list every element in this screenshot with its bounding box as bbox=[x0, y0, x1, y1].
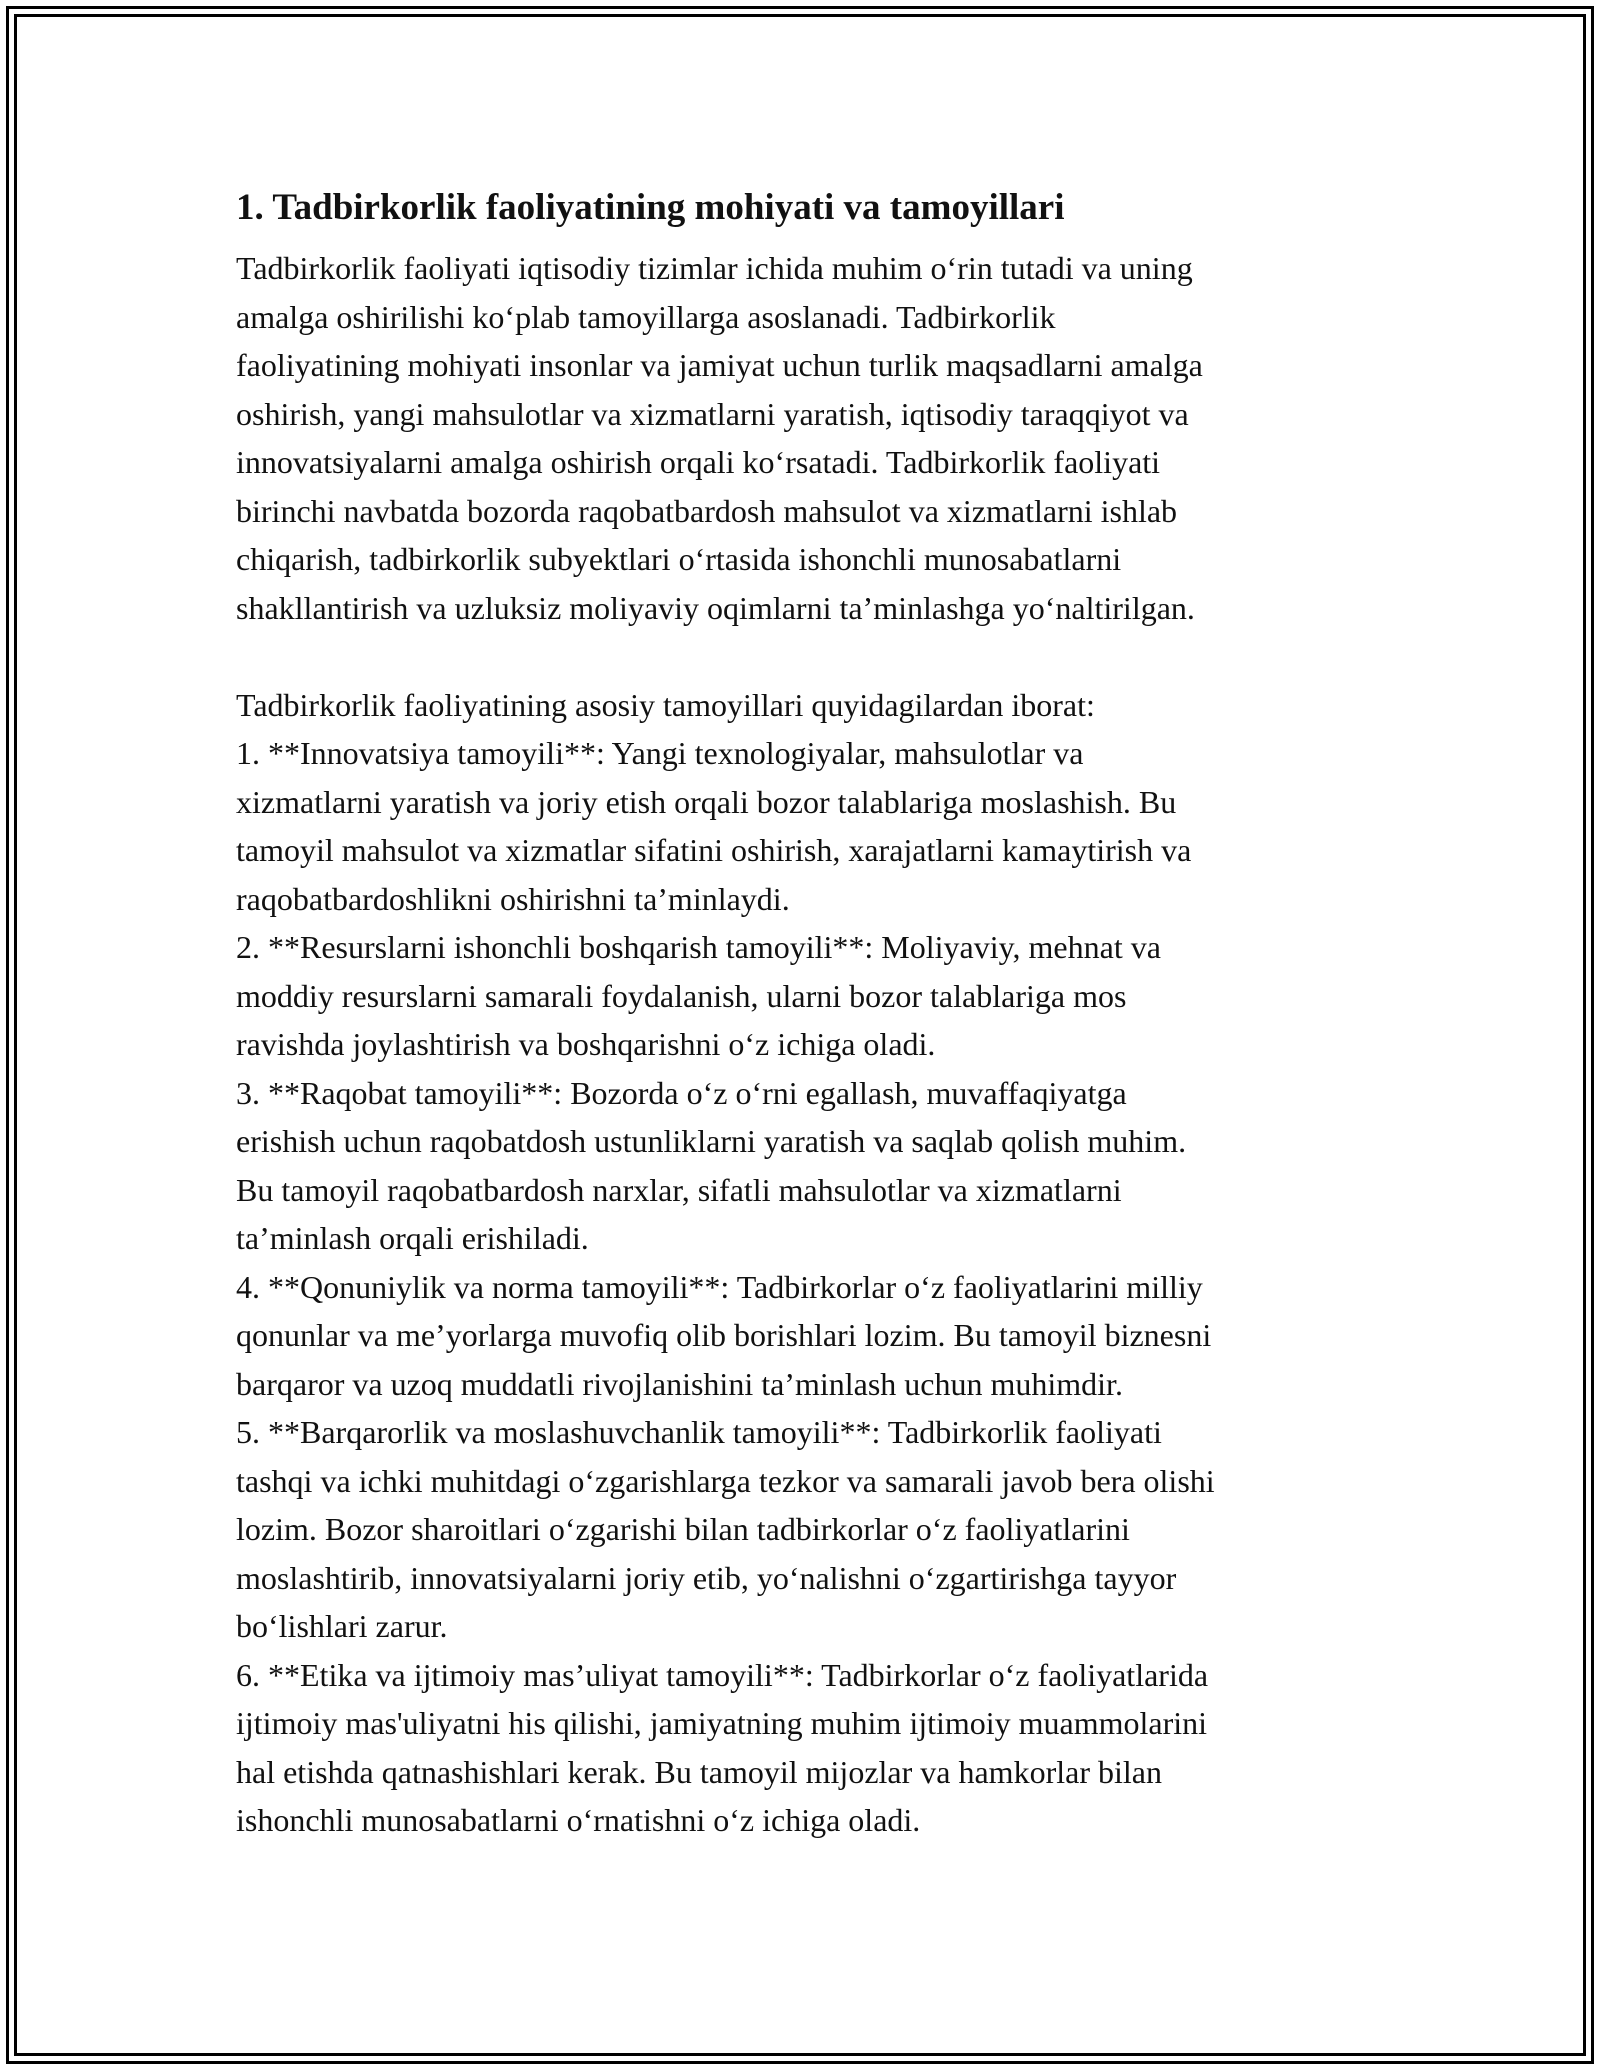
principles-paragraph bbox=[236, 681, 1366, 1845]
principles-line: boʻlishlari zarur. bbox=[236, 1608, 448, 1644]
principles-line: qonunlar va meʼyorlarga muvofiq olib borishlari lozim. Bu tamoyil biznesni bbox=[236, 1317, 1212, 1353]
principles-line: 2. **Resurslarni ishonchli boshqarish tamoyili**: Moliyaviy, mehnat va bbox=[236, 929, 1161, 965]
principles-line: 6. **Etika va ijtimoiy masʼuliyat tamoyili**: Tadbirkorlar oʻz faoliyatlarida bbox=[236, 1656, 1209, 1693]
principles-line: tamoyil mahsulot va xizmatlar sifatini oshirish, xarajatlarni kamaytirish va bbox=[236, 832, 1192, 868]
intro-line: amalga oshirilishi koʻplab tamoyillarga asoslanadi. Tadbirkorlik bbox=[236, 298, 1056, 335]
intro-line: innovatsiyalarni amalga oshirish orqali koʻrsatadi. Tadbirkorlik faoliyati bbox=[236, 444, 1161, 480]
principles-line: moslashtirib, innovatsiyalarni joriy etib, yoʻnalishni oʻzgartirishga tayyor bbox=[236, 1559, 1177, 1596]
principles-line: moddiy resurslarni samarali foydalanish, ularni bozor talablariga mos bbox=[236, 977, 1127, 1014]
intro-line: faoliyatining mohiyati insonlar va jamiyat uchun turlik maqsadlarni amalga bbox=[236, 347, 1203, 383]
intro-line: birinchi navbatda bozorda raqobatbardosh mahsulot va xizmatlarni ishlab bbox=[236, 492, 1178, 529]
principles-line: ijtimoiy mas'uliyatni his qilishi, jamiyatning muhim ijtimoiy muammolarini bbox=[236, 1705, 1208, 1741]
document-body bbox=[236, 186, 1366, 1845]
principles-line: xizmatlarni yaratish va joriy etish orqali bozor talablariga moslashish. Bu bbox=[236, 783, 1177, 820]
intro-line: Tadbirkorlik faoliyati iqtisodiy tizimlar ichida muhim oʻrin tutadi va uning bbox=[236, 250, 1193, 286]
principles-line: Tadbirkorlik faoliyatining asosiy tamoyillari quyidagilardan iborat: bbox=[236, 686, 1095, 723]
principles-line: barqaror va uzoq muddatli rivojlanishini taʼminlash uchun muhimdir. bbox=[236, 1365, 1123, 1402]
principles-line: taʼminlash orqali erishiladi. bbox=[236, 1220, 589, 1256]
principles-line: erishish uchun raqobatdosh ustunliklarni yaratish va saqlab qolish muhim. bbox=[236, 1123, 1187, 1159]
principles-line: tashqi va ichki muhitdagi oʻzgarishlarga tezkor va samarali javob bera olishi bbox=[236, 1462, 1215, 1499]
section-title: 1. Tadbirkorlik faoliyatining mohiyati va tamoyillari bbox=[236, 187, 1065, 228]
principles-line: 1. **Innovatsiya tamoyili**: Yangi texnologiyalar, mahsulotlar va bbox=[236, 735, 1084, 771]
principles-line: raqobatbardoshlikni oshirishni taʼminlaydi. bbox=[236, 880, 790, 917]
principles-line: ravishda joylashtirish va boshqarishni oʻz ichiga oladi. bbox=[236, 1026, 936, 1062]
principles-line: 5. **Barqarorlik va moslashuvchanlik tamoyili**: Tadbirkorlik faoliyati bbox=[236, 1414, 1162, 1450]
principles-line: hal etishda qatnashishlari kerak. Bu tamoyil mijozlar va hamkorlar bilan bbox=[236, 1753, 1162, 1790]
paragraph-spacer bbox=[236, 632, 1366, 681]
principles-line: 3. **Raqobat tamoyili**: Bozorda oʻz oʻrni egallash, muvaffaqiyatga bbox=[236, 1074, 1127, 1111]
intro-line: shakllantirish va uzluksiz moliyaviy oqimlarni taʼminlashga yoʻnaltirilgan. bbox=[236, 589, 1195, 626]
principles-line: lozim. Bozor sharoitlari oʻzgarishi bilan tadbirkorlar oʻz faoliyatlarini bbox=[236, 1511, 1130, 1547]
principles-line: Bu tamoyil raqobatbardosh narxlar, sifatli mahsulotlar va xizmatlarni bbox=[236, 1171, 1122, 1208]
principles-line: ishonchli munosabatlarni oʻrnatishni oʻz ichiga oladi. bbox=[236, 1802, 921, 1838]
intro-line: oshirish, yangi mahsulotlar va xizmatlarni yaratish, iqtisodiy taraqqiyot va bbox=[236, 395, 1189, 432]
intro-line: chiqarish, tadbirkorlik subyektlari oʻrtasida ishonchli munosabatlarni bbox=[236, 541, 1122, 577]
intro-paragraph bbox=[236, 244, 1366, 632]
principles-line: 4. **Qonuniylik va norma tamoyili**: Tadbirkorlar oʻz faoliyatlarini milliy bbox=[236, 1268, 1203, 1305]
